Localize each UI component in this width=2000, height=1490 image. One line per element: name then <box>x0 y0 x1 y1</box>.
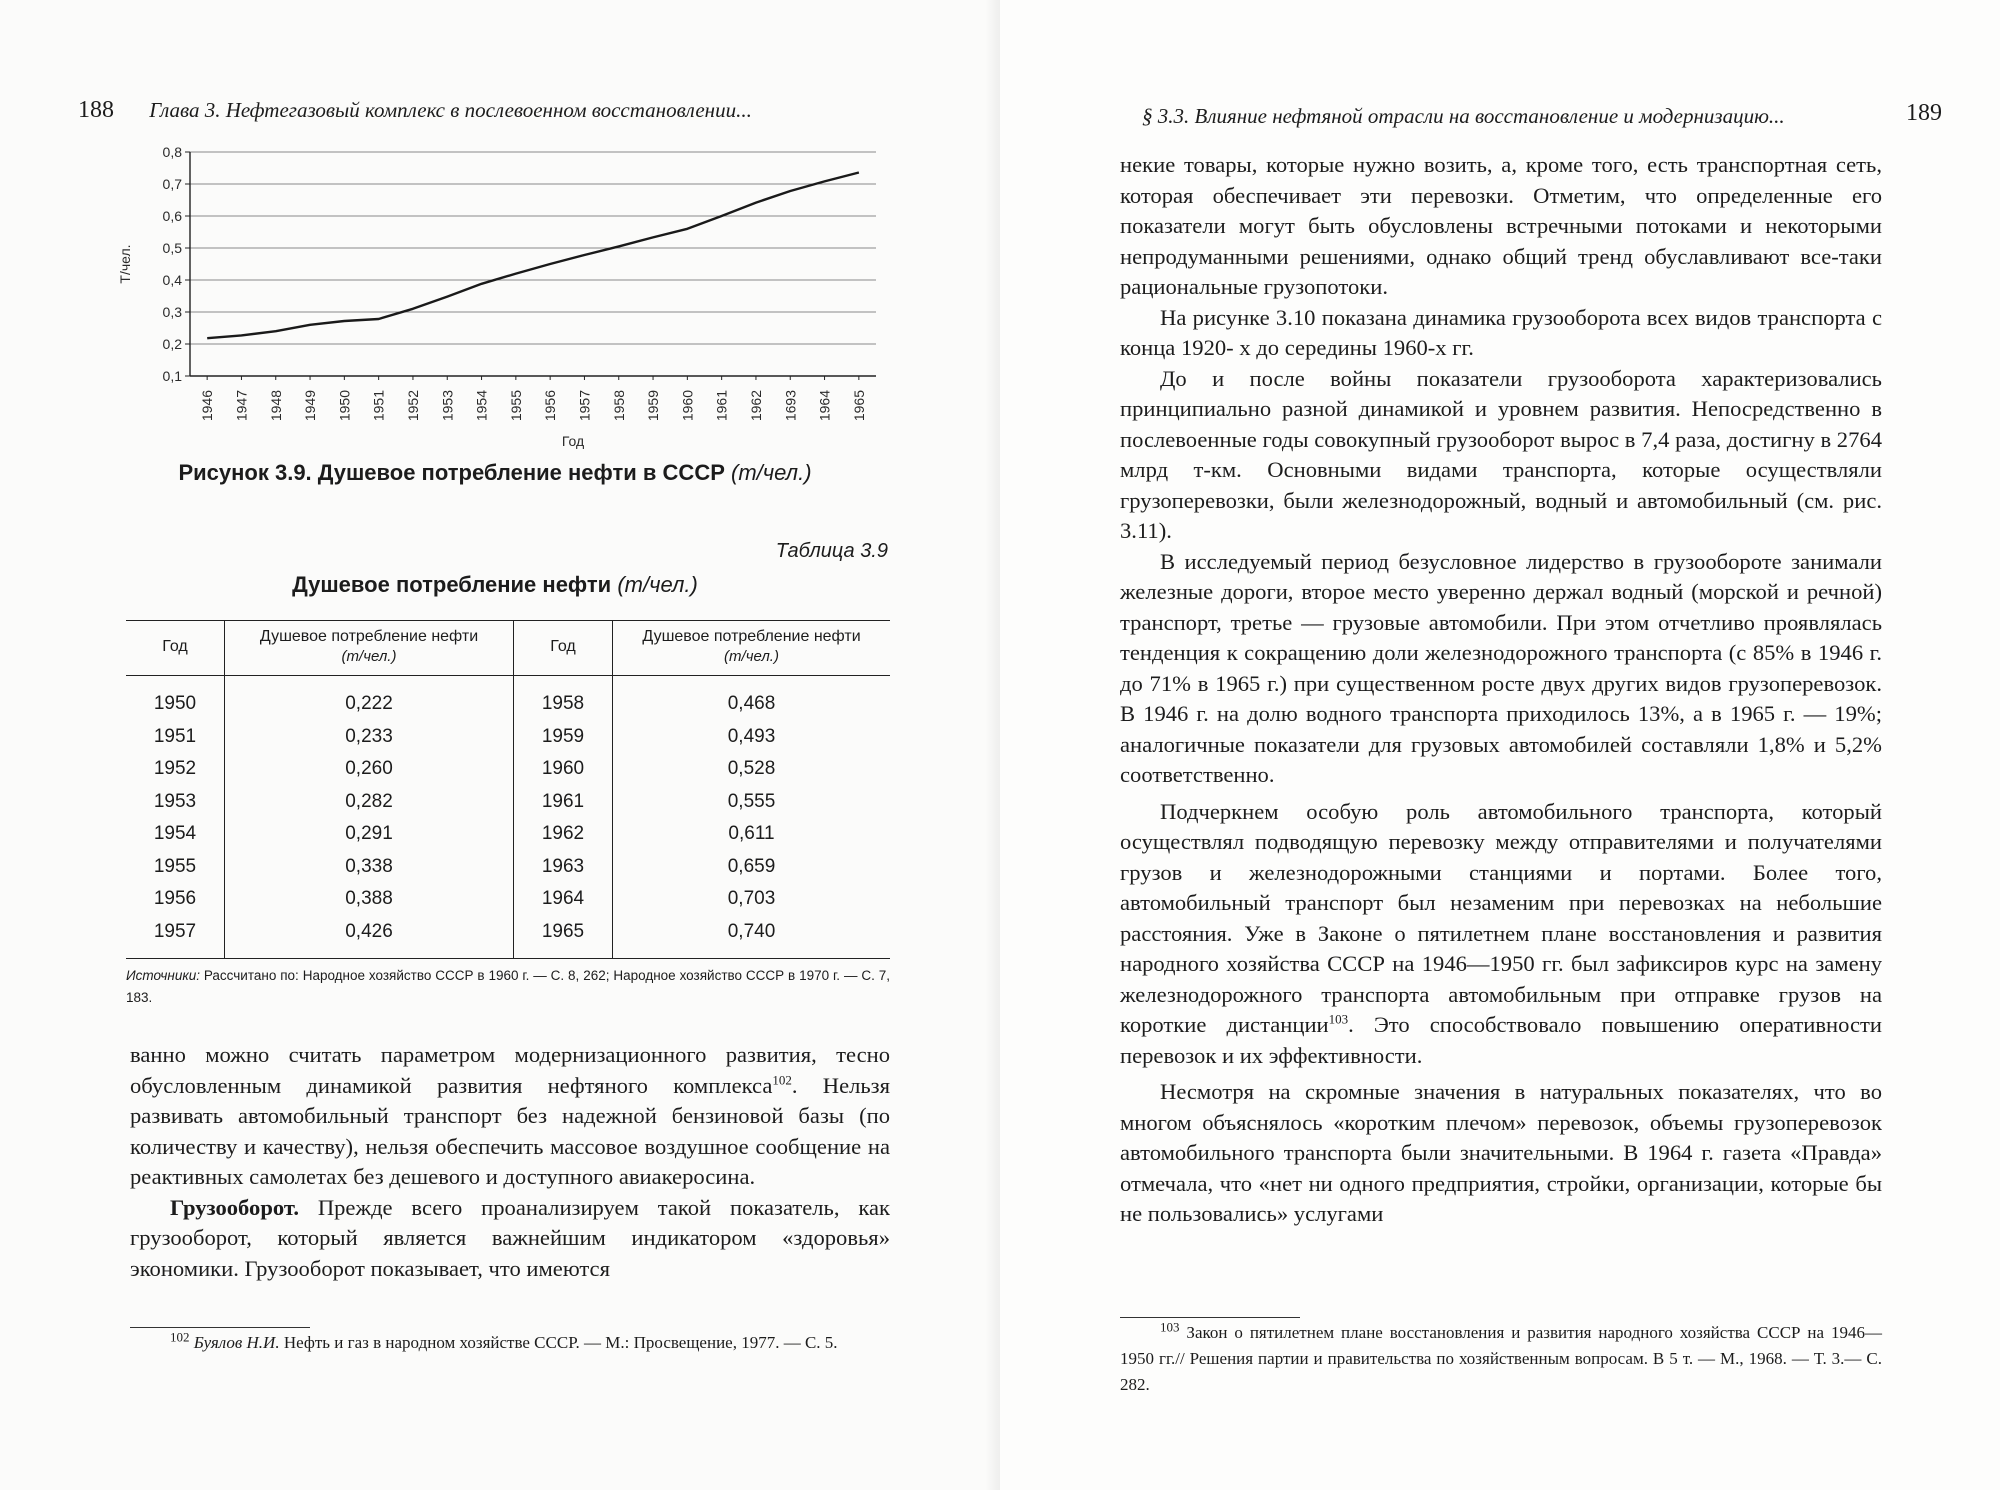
right-paragraph-1: некие товары, которые нужно возить, а, кроме того, есть транспортная сеть, которая обеспечивает эти перевозки. Отметим, что определенные его показатели могут быть обусловлены встречными потоками и некоторыми непродуманными решениями, однако общий тренд обуславливают все-таки рациональные грузопотоки. <box>1120 152 1882 299</box>
cell-year: 1956 <box>126 883 225 916</box>
x-tick-label: 1962 <box>747 390 764 422</box>
y-tick-label: 0,8 <box>162 144 182 160</box>
left-p1-text: ванно можно считать параметром модернизационного развития, тесно обусловленным динамикой развития нефтяного комплекса <box>130 1042 890 1098</box>
x-tick-label: 1965 <box>850 390 867 422</box>
x-tick-label: 1953 <box>439 390 456 422</box>
header-consumption-2-unit: (т/чел.) <box>724 648 779 665</box>
cell-year: 1964 <box>514 883 613 916</box>
table-row <box>126 883 890 916</box>
header-consumption-2-text: Душевое потребление нефти <box>642 628 861 645</box>
footnote-102-text: Нефть и газ в народном хозяйстве СССР. — М.: Просвещение, 1977. — С. 5. <box>279 1333 838 1352</box>
x-axis-label: Год <box>561 433 585 449</box>
right-page <box>1000 0 2000 1490</box>
table-title-text: Душевое потребление нефти <box>292 572 612 597</box>
sources-lead: Источники: <box>126 968 200 983</box>
figure-caption <box>100 460 890 486</box>
header-consumption-1 <box>225 621 514 676</box>
left-p2-rest: Прежде всего проанализируем такой показатель, как грузооборот, который является важнейшим индикатором «здоровья» экономики. Грузооборот показывает, что имеются <box>130 1194 890 1281</box>
right-running-head <box>1142 100 1942 129</box>
y-tick-label: 0,4 <box>162 272 182 288</box>
y-tick-label: 0,7 <box>162 176 182 192</box>
footnote-rule-right <box>1120 1317 1300 1318</box>
cell-year: 1958 <box>514 676 613 721</box>
x-tick-label: 1958 <box>610 390 627 422</box>
y-tick-label: 0,1 <box>162 368 182 384</box>
y-axis-label: Т/чел. <box>117 244 133 284</box>
header-consumption-1-unit: (т/чел.) <box>341 648 397 665</box>
left-p1-rest: . Нельзя развивать автомобильный транспорт без надежной бензиновой базы (по количеству и качеству), нельзя обеспечить массовое воздушное сообщение на реактивных самолетах без дешевого и доступного авиакеросина. <box>130 1072 890 1189</box>
table-row <box>126 916 890 959</box>
cell-value: 0,528 <box>727 758 776 780</box>
x-tick-label: 1946 <box>199 390 216 422</box>
table-sources <box>126 965 890 1008</box>
header-consumption-1-text: Душевое потребление нефти <box>259 628 479 645</box>
cell-value: 0,291 <box>225 818 514 851</box>
section-heading-gruzooborot: Грузооборот. <box>170 1194 299 1220</box>
right-running-title: § 3.3. Влияние нефтяной отрасли на восстановление и модернизацию... <box>1142 104 1785 128</box>
series-line <box>207 173 859 339</box>
oil-consumption-chart <box>108 140 890 460</box>
cell-value: 0,338 <box>225 851 514 884</box>
y-tick-label: 0,2 <box>162 336 182 352</box>
x-tick-label: 1951 <box>370 390 387 422</box>
cell-year: 1960 <box>514 753 613 786</box>
x-tick-label: 1964 <box>816 390 833 422</box>
left-body-text <box>130 1040 890 1284</box>
right-paragraph-6: Несмотря на скромные значения в натуральных показателях, что во многом объяснялось «коротким плечом» перевозок, объемы грузоперевозок автомобильного транспорта были значительными. В 1964 г. газета «Правда» отмечала, что «нет ни одного предприятия, стройки, организации, которые бы не пользовались» услугами <box>1120 1079 1882 1226</box>
cell-year: 1952 <box>126 753 225 786</box>
cell-value: 0,282 <box>225 786 514 819</box>
cell-value: 0,555 <box>727 790 776 812</box>
cell-value: 0,493 <box>727 725 776 747</box>
cell-value: 0,222 <box>225 676 514 721</box>
cell-value: 0,740 <box>613 916 891 959</box>
table-row <box>126 753 890 786</box>
footnote-ref-103[interactable]: 103 <box>1328 1011 1349 1027</box>
x-tick-label: 1961 <box>713 390 730 422</box>
right-paragraph-5 <box>1120 797 1882 1072</box>
cell-year: 1951 <box>126 721 225 754</box>
chart-svg <box>108 140 890 460</box>
footnote-rule-left <box>130 1327 310 1328</box>
cell-value: 0,388 <box>225 883 514 916</box>
header-year-1: Год <box>126 621 225 676</box>
cell-year: 1957 <box>126 916 225 959</box>
cell-value: 0,233 <box>225 721 514 754</box>
table-title <box>100 572 890 598</box>
cell-year: 1961 <box>514 786 613 819</box>
x-tick-label: 1957 <box>576 390 593 422</box>
y-tick-label: 0,6 <box>162 208 182 224</box>
right-p5-rest: . Это способствовало повышению оперативности перевозок и их эффективности. <box>1120 1012 1882 1068</box>
y-tick-label: 0,3 <box>162 304 182 320</box>
consumption-table <box>126 620 890 959</box>
footnote-102-author: Буялов Н.И. <box>193 1333 280 1352</box>
right-paragraph-4: В исследуемый период безусловное лидерство в грузообороте занимали железные дороги, второе место уверенно держал водный (морской и речной) транспорт, третье — грузовые автомобили. При этом отчетливо проявлялась тенденция к сокращению доли железнодорожного транспорта (с 85% в 1946 г. до 71% в 1965 г.) при существенном росте двух других видов грузоперевозок. В 1946 г. на долю водного транспорта приходилось 13%, а в 1965 г. — 19%; аналогичные показатели для грузовых автомобилей составляли 1,8% и 5,2% соответственно. <box>1120 548 1882 787</box>
cell-value: 0,703 <box>727 888 776 910</box>
figure-caption-unit: (т/чел.) <box>731 460 812 485</box>
x-tick-label: 1947 <box>233 390 250 422</box>
cell-value: 0,611 <box>728 823 775 845</box>
table-row <box>126 676 890 721</box>
table-row <box>126 721 890 754</box>
x-tick-label: 1948 <box>267 390 284 422</box>
footnote-ref-102[interactable]: 102 <box>772 1071 792 1087</box>
cell-year: 1959 <box>514 721 613 754</box>
x-tick-label: 1956 <box>542 390 559 422</box>
left-running-head <box>78 97 752 124</box>
sources-text: Рассчитано по: Народное хозяйство СССР в 1960 г. — С. 8, 262; Народное хозяйство СССР в 1970 г. — С. 7, 183. <box>126 968 890 1005</box>
table-row <box>126 786 890 819</box>
page-number-left: 188 <box>78 97 114 123</box>
right-p5-text: Подчеркнем особую роль автомобильного транспорта, который осуществлял подводящую перевозку между отправителями и получателями грузов и железнодорожными станциями и портами. Более того, автомобильный транспорт был незаменим при перевозках на небольшие расстояния. Уже в Законе о пятилетнем плане восстановления и развития народного хозяйства СССР на 1946—1950 гг. был зафиксиров курс на замену железнодорожного транспорта автомобильным при отправке грузов на короткие дистанции <box>1120 798 1882 1037</box>
x-tick-label: 1954 <box>473 390 490 422</box>
table-header-row <box>126 621 890 676</box>
cell-year: 1962 <box>514 818 613 851</box>
x-tick-label: 1959 <box>645 390 662 422</box>
page-number-right: 189 <box>1906 100 1942 126</box>
right-body-text <box>1120 150 1882 1230</box>
x-tick-label: 1950 <box>336 390 353 422</box>
x-tick-label: 1960 <box>679 390 696 422</box>
left-paragraph-1 <box>130 1040 890 1193</box>
table-title-unit: (т/чел.) <box>617 572 698 597</box>
footnote-num-103: 103 <box>1160 1319 1180 1335</box>
right-paragraph-3: До и после войны показатели грузооборота характеризовались принципиально разной динамикой и уровнем развития. Непосредственно в послевоенные годы совокупный грузооборот вырос в 7,4 раза, достигну в 2764 млрд т-км. Основными видами транспорта, которые осуществляли грузоперевозки, были железнодорожный, водный и автомобильный (см. рис. 3.11). <box>1120 365 1882 543</box>
cell-value: 0,468 <box>727 693 776 715</box>
footnote-103-text: Закон о пятилетнем плане восстановления и развития народного хозяйства СССР на 1946—1950 гг.// Решения партии и правительства по хозяйственным вопросам. В 5 т. — М., 1968. — Т. 3.— С. 282. <box>1120 1323 1882 1394</box>
left-paragraph-2 <box>130 1193 890 1285</box>
footnote-102 <box>130 1330 890 1356</box>
y-tick-label: 0,5 <box>162 240 182 256</box>
right-paragraph-2: На рисунке 3.10 показана динамика грузооборота всех видов транспорта с конца 1920- х до середины 1960-х гг. <box>1120 304 1882 360</box>
x-tick-label: 1693 <box>782 390 799 422</box>
cell-year: 1953 <box>126 786 225 819</box>
left-running-title: Глава 3. Нефтегазовый комплекс в послевоенном восстановлении... <box>149 98 752 122</box>
footnote-103 <box>1120 1320 1882 1398</box>
x-tick-label: 1952 <box>404 390 421 422</box>
cell-value: 0,426 <box>225 916 514 959</box>
table-label: Таблица 3.9 <box>775 540 888 562</box>
cell-value: 0,260 <box>225 753 514 786</box>
table-row <box>126 851 890 884</box>
header-consumption-2 <box>613 621 891 676</box>
x-tick-label: 1955 <box>507 390 524 422</box>
cell-year: 1965 <box>514 916 613 959</box>
cell-year: 1955 <box>126 851 225 884</box>
x-tick-label: 1949 <box>302 390 319 422</box>
cell-year: 1954 <box>126 818 225 851</box>
table-row <box>126 818 890 851</box>
footnote-num-102: 102 <box>170 1329 190 1345</box>
figure-caption-text: Рисунок 3.9. Душевое потребление нефти в СССР <box>178 460 725 485</box>
cell-year: 1950 <box>126 676 225 721</box>
cell-value: 0,659 <box>727 855 776 877</box>
header-year-2: Год <box>514 621 613 676</box>
cell-year: 1963 <box>514 851 613 884</box>
